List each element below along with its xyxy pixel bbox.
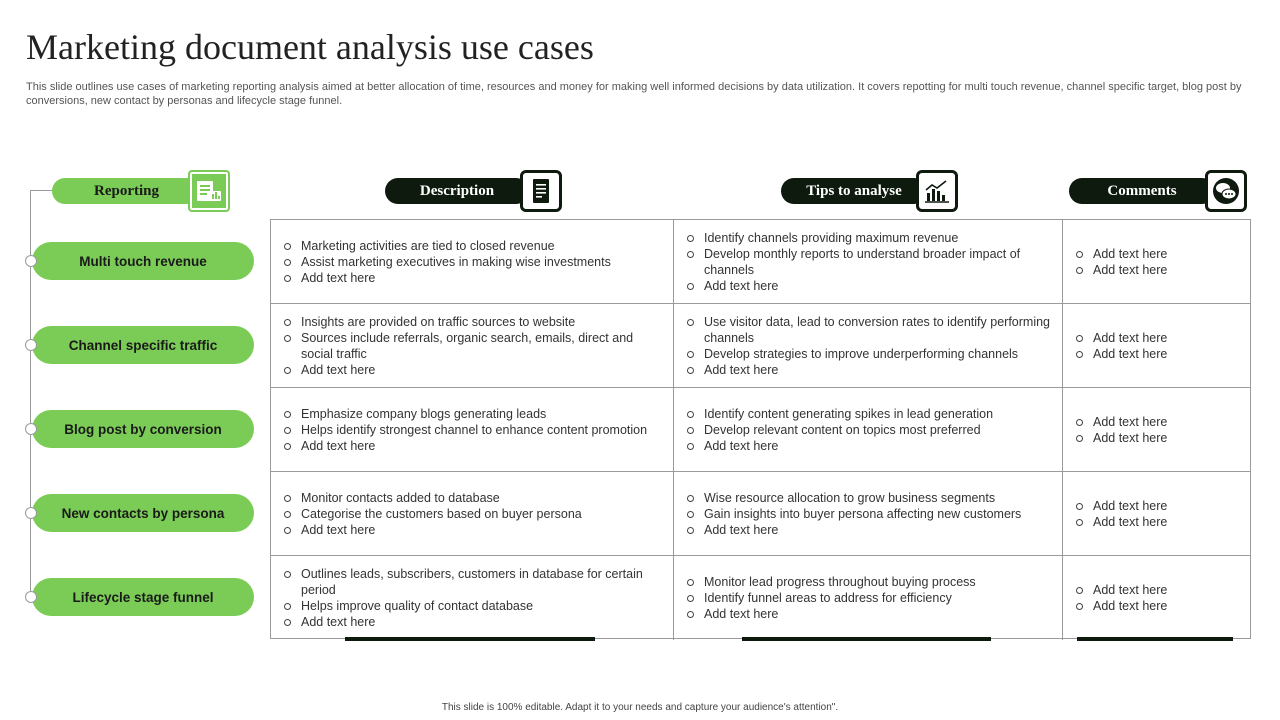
chart-icon — [916, 170, 958, 212]
bullet-item: Emphasize company blogs generating leads — [281, 406, 665, 422]
tips-bullet-list — [684, 406, 1054, 454]
tips-cell — [674, 220, 1063, 304]
comments-cell — [1063, 556, 1251, 640]
header-tips: Tips to analyse — [781, 178, 927, 204]
bullet-item: Add text here — [684, 606, 1054, 622]
bullet-item: Add text here — [281, 614, 665, 630]
bullet-item: Insights are provided on traffic sources to website — [281, 314, 665, 330]
description-cell — [271, 556, 674, 640]
description-cell — [271, 220, 674, 304]
bullet-item: Add text here — [1073, 262, 1243, 278]
description-cell — [271, 472, 674, 556]
tree-node-dot — [25, 423, 37, 435]
tree-node-dot — [25, 255, 37, 267]
comments-cell — [1063, 304, 1251, 388]
row-label-pill: Multi touch revenue — [32, 242, 254, 280]
bullet-item: Add text here — [1073, 598, 1243, 614]
comments-bullet-list — [1073, 414, 1243, 446]
chat-icon — [1205, 170, 1247, 212]
comments-underbar — [1077, 637, 1233, 641]
bullet-item: Add text here — [281, 362, 665, 378]
bullet-item: Add text here — [1073, 514, 1243, 530]
tree-connector-vertical — [30, 190, 31, 598]
bullet-item: Add text here — [1073, 246, 1243, 262]
tree-connector-horizontal — [30, 190, 54, 191]
document-icon — [520, 170, 562, 212]
comments-cell — [1063, 388, 1251, 472]
reporting-label: Reporting — [52, 178, 202, 204]
tips-cell — [674, 304, 1063, 388]
bullet-item: Develop relevant content on topics most preferred — [684, 422, 1054, 438]
comments-bullet-list — [1073, 246, 1243, 278]
bullet-item: Add text here — [1073, 498, 1243, 514]
bullet-item: Monitor contacts added to database — [281, 490, 665, 506]
comments-bullet-list — [1073, 582, 1243, 614]
description-cell — [271, 388, 674, 472]
tips-bullet-list — [684, 230, 1054, 294]
bullet-item: Outlines leads, subscribers, customers in database for certain period — [281, 566, 665, 598]
bullet-item: Add text here — [1073, 430, 1243, 446]
bullet-item: Add text here — [1073, 582, 1243, 598]
description-bullet-list — [281, 566, 665, 630]
bullet-item: Add text here — [1073, 414, 1243, 430]
report-icon — [188, 170, 230, 212]
row-label-pill: Channel specific traffic — [32, 326, 254, 364]
tips-cell — [674, 388, 1063, 472]
bullet-item: Add text here — [684, 278, 1054, 294]
bullet-item: Add text here — [281, 522, 665, 538]
tree-node-dot — [25, 591, 37, 603]
bullet-item: Helps improve quality of contact database — [281, 598, 665, 614]
row-label-pill: Blog post by conversion — [32, 410, 254, 448]
bullet-item: Add text here — [281, 438, 665, 454]
comments-bullet-list — [1073, 330, 1243, 362]
page-title: Marketing document analysis use cases — [26, 27, 594, 67]
bullet-item: Add text here — [281, 270, 665, 286]
description-cell — [271, 304, 674, 388]
page-subtitle: This slide outlines use cases of marketing reporting analysis aimed at better allocation of time, resources and money for making well informed decisions by data utilization. It covers repotting for multi touch revenue, channel specific target, blog post by conversions, new contact by personas and lifecycle stage funnel. — [26, 81, 1242, 107]
bullet-item: Add text here — [684, 522, 1054, 538]
comments-bullet-list — [1073, 498, 1243, 530]
tips-cell — [674, 556, 1063, 640]
use-case-table — [270, 219, 1251, 639]
bullet-item: Use visitor data, lead to conversion rates to identify performing channels — [684, 314, 1054, 346]
bullet-item: Develop strategies to improve underperforming channels — [684, 346, 1054, 362]
footer-note: This slide is 100% editable. Adapt it to your needs and capture your audience's attention". — [441, 702, 839, 713]
tips-cell — [674, 472, 1063, 556]
bullet-item: Identify content generating spikes in lead generation — [684, 406, 1054, 422]
bullet-item: Identify funnel areas to address for efficiency — [684, 590, 1054, 606]
bullet-item: Monitor lead progress throughout buying process — [684, 574, 1054, 590]
bullet-item: Helps identify strongest channel to enhance content promotion — [281, 422, 665, 438]
comments-cell — [1063, 472, 1251, 556]
description-bullet-list — [281, 490, 665, 538]
description-bullet-list — [281, 314, 665, 378]
bullet-item: Identify channels providing maximum revenue — [684, 230, 1054, 246]
tree-node-dot — [25, 507, 37, 519]
bullet-item: Add text here — [1073, 330, 1243, 346]
bullet-item: Develop monthly reports to understand broader impact of channels — [684, 246, 1054, 278]
bullet-item: Assist marketing executives in making wise investments — [281, 254, 665, 270]
bullet-item: Gain insights into buyer persona affecting new customers — [684, 506, 1054, 522]
bullet-item: Sources include referrals, organic search, emails, direct and social traffic — [281, 330, 665, 362]
tips-underbar — [742, 637, 991, 641]
bullet-item: Wise resource allocation to grow business segments — [684, 490, 1054, 506]
bullet-item: Add text here — [684, 362, 1054, 378]
bullet-item: Add text here — [684, 438, 1054, 454]
bullet-item: Categorise the customers based on buyer persona — [281, 506, 665, 522]
tips-bullet-list — [684, 314, 1054, 378]
tips-bullet-list — [684, 574, 1054, 622]
header-comments: Comments — [1069, 178, 1215, 204]
tree-node-dot — [25, 339, 37, 351]
comments-cell — [1063, 220, 1251, 304]
bullet-item: Add text here — [1073, 346, 1243, 362]
row-label-pill: New contacts by persona — [32, 494, 254, 532]
header-description: Description — [385, 178, 529, 204]
row-label-pill: Lifecycle stage funnel — [32, 578, 254, 616]
bullet-item: Marketing activities are tied to closed revenue — [281, 238, 665, 254]
tips-bullet-list — [684, 490, 1054, 538]
description-bullet-list — [281, 406, 665, 454]
description-underbar — [345, 637, 595, 641]
description-bullet-list — [281, 238, 665, 286]
